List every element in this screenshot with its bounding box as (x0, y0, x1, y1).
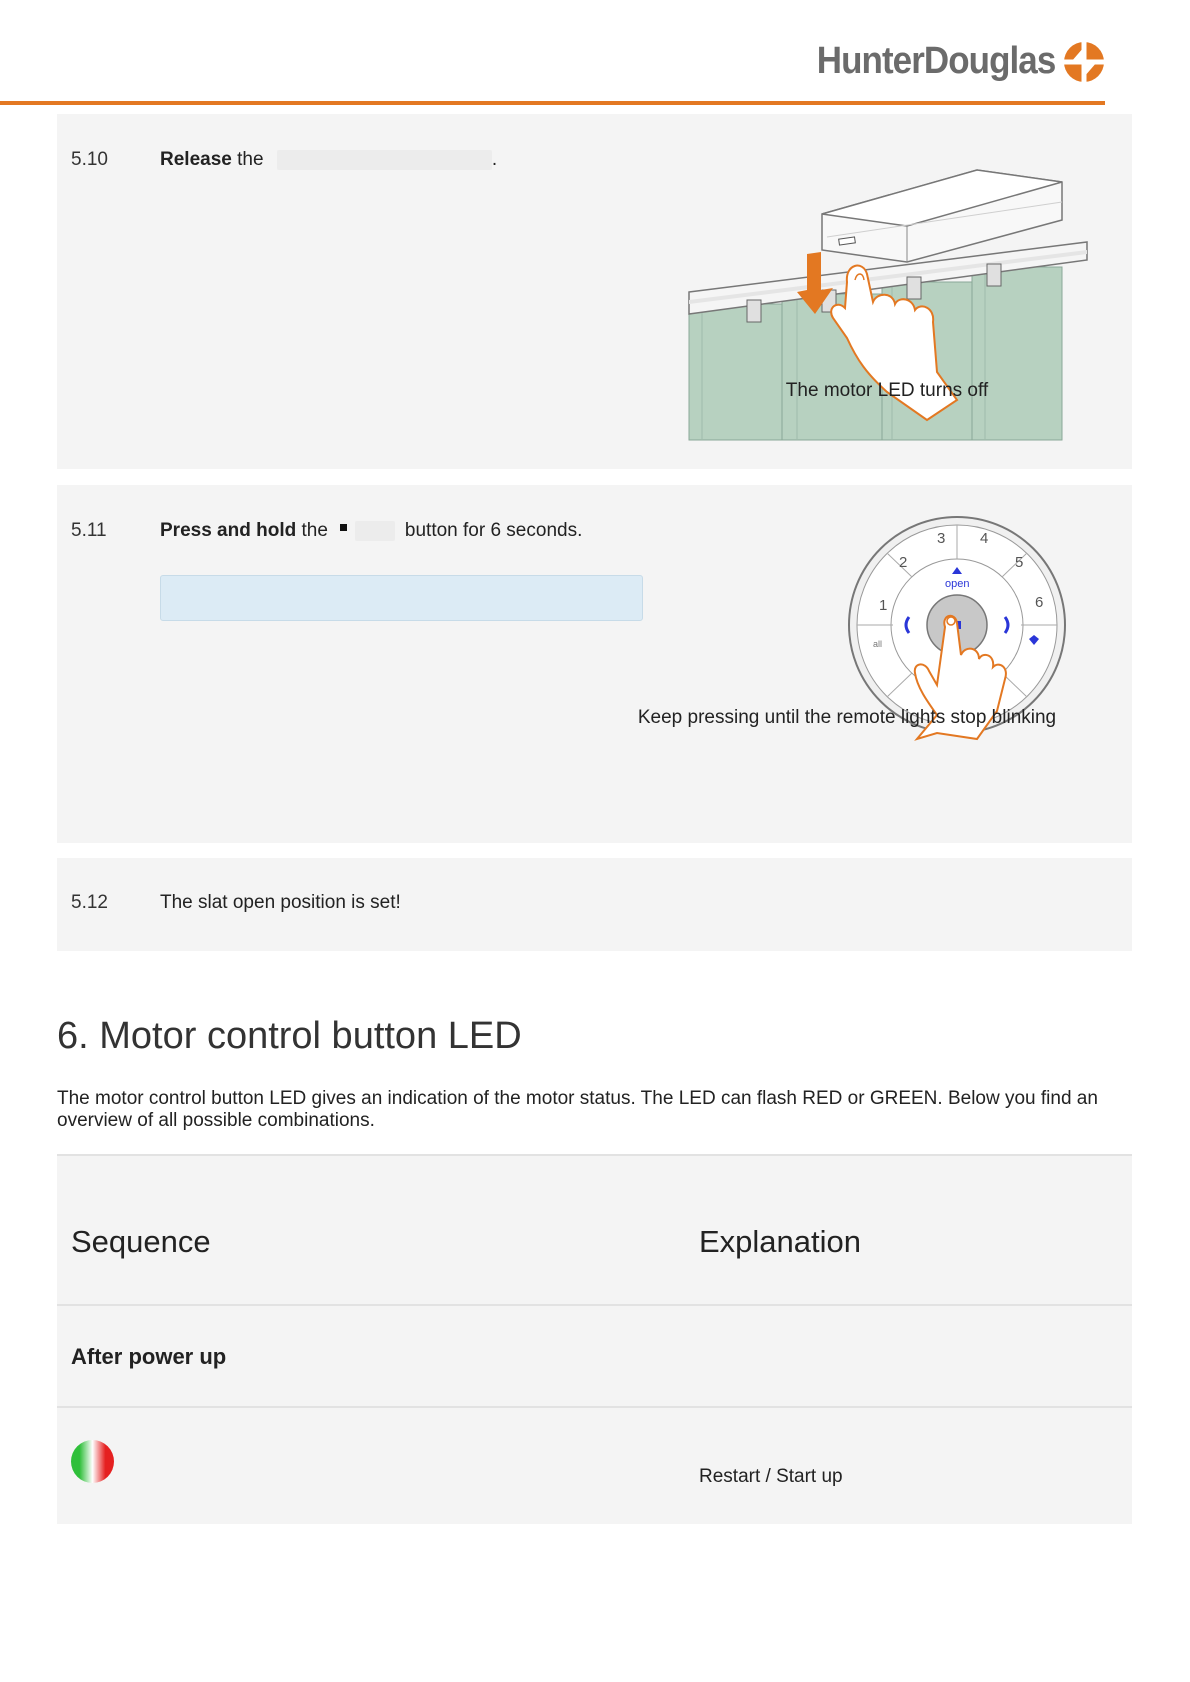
channel-1-label: 1 (879, 597, 888, 614)
column-header-sequence: Sequence (71, 1224, 211, 1259)
step-action: Release (160, 149, 232, 170)
step-number: 5.12 (71, 892, 108, 913)
step-text: the (231, 149, 264, 170)
brand-logo (796, 40, 1105, 83)
step-instruction (160, 149, 497, 171)
step-action: Press and hold (160, 520, 297, 541)
table-row (57, 1406, 1132, 1524)
step-end: . (491, 149, 498, 170)
channel-2-label: 2 (899, 554, 908, 571)
step-panel-5-12 (57, 858, 1132, 951)
step-text: The slat open position is set! (160, 892, 401, 913)
channel-6-label: 6 (1035, 594, 1044, 611)
brand-name: HunterDouglas (816, 40, 1055, 82)
step-caption: Keep pressing until the remote lights stop blinking (637, 707, 1057, 728)
channel-3-label: 3 (937, 530, 946, 547)
step-text: the (296, 520, 328, 541)
channel-5-label: 5 (1015, 554, 1024, 571)
step-text-after: button for 6 seconds. (404, 520, 583, 541)
column-header-explanation: Explanation (699, 1224, 862, 1259)
page-header (0, 0, 1190, 106)
stop-square-icon (340, 524, 347, 531)
table-header-row (57, 1154, 1132, 1304)
redacted-term (277, 150, 492, 170)
step-caption: The motor LED turns off (785, 380, 989, 401)
step-number: 5.10 (71, 149, 108, 170)
row-explanation: Restart / Start up (699, 1466, 843, 1487)
header-rule (0, 101, 1105, 105)
channel-4-label: 4 (980, 530, 989, 547)
brand-logo-icon (1063, 41, 1105, 83)
step-panel-5-11 (57, 485, 1132, 843)
redacted-term (355, 521, 395, 541)
open-label: open (945, 578, 970, 590)
table-section-label: After power up (71, 1344, 227, 1369)
step-instruction (160, 520, 582, 542)
section-title: 6. Motor control button LED (57, 1015, 522, 1057)
led-red-green-icon (71, 1440, 114, 1483)
led-sequence-table (57, 1154, 1132, 1524)
table-section-row (57, 1304, 1132, 1406)
all-label: all (873, 639, 883, 649)
step-panel-5-10 (57, 114, 1132, 469)
section-intro: The motor control button LED gives an indication of the motor status. The LED can flash RED or GREEN. Below you find an overview of all possible combinations. (57, 1088, 1098, 1131)
info-note-box (160, 575, 643, 621)
step-number: 5.11 (71, 520, 107, 541)
